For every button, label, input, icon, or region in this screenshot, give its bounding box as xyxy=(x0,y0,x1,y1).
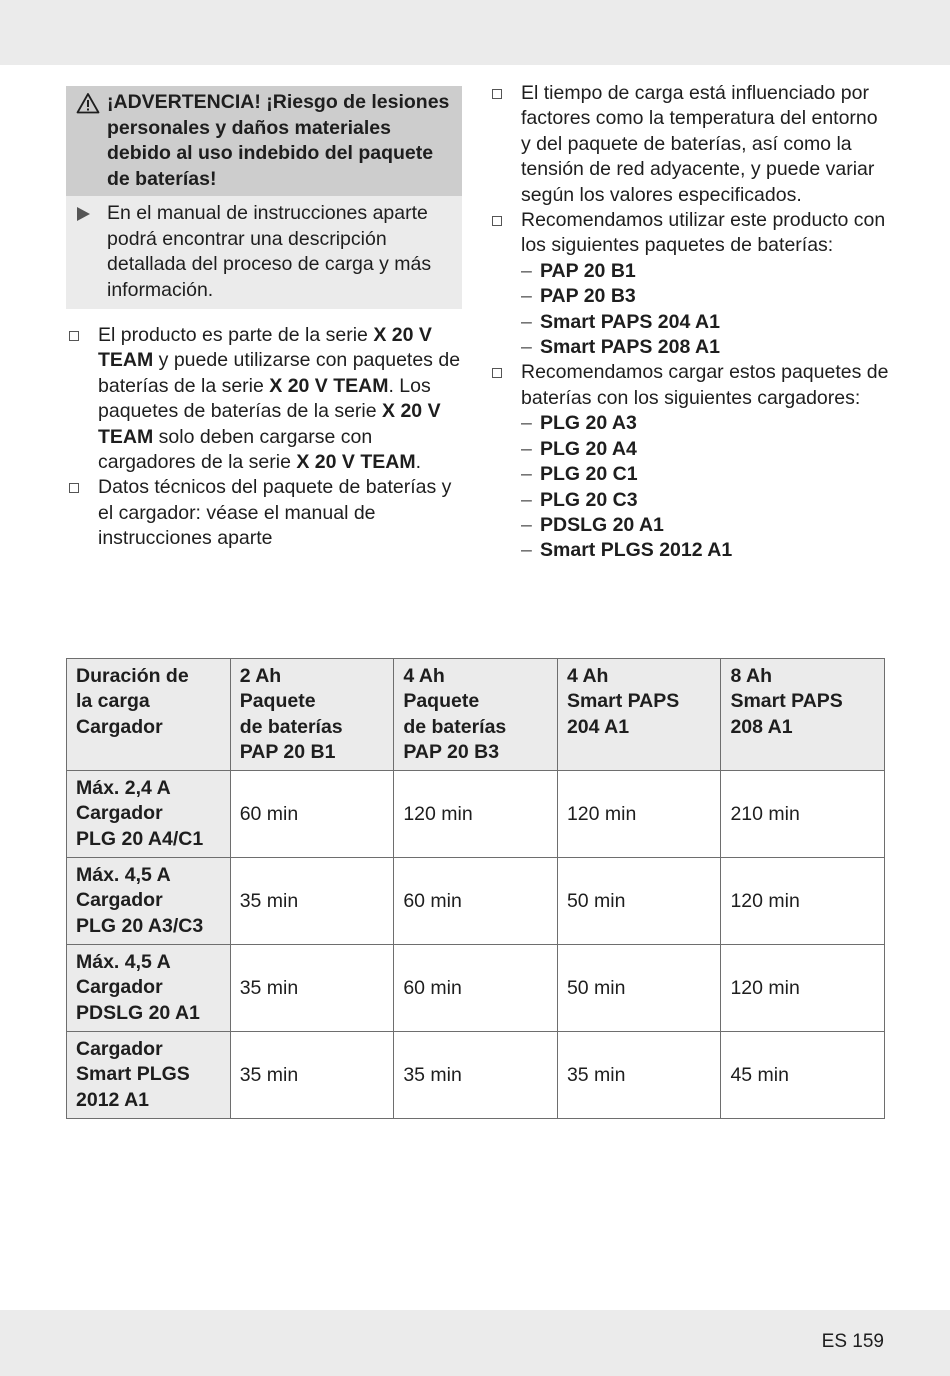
header-line: PAP 20 B1 xyxy=(239,741,336,764)
charger-name: PLG 20 A3 xyxy=(540,412,637,435)
header-line: 8 Ah xyxy=(730,665,772,687)
table-cell: 60 min xyxy=(230,771,394,858)
warning-header xyxy=(66,86,462,196)
table-cell: 50 min xyxy=(557,945,721,1032)
dash: – xyxy=(521,412,532,435)
battery-item xyxy=(489,310,889,335)
list-item xyxy=(489,360,889,411)
dash: – xyxy=(521,259,532,282)
row-label-cell xyxy=(67,858,231,945)
series-name: X 20 V TEAM xyxy=(296,451,416,474)
battery-name: Smart PAPS 208 A1 xyxy=(540,336,720,359)
label-line: Máx. 4,5 A xyxy=(76,864,171,886)
label-line: Cargador xyxy=(76,802,163,825)
label-line: Cargador xyxy=(76,1038,163,1060)
table-cell: 120 min xyxy=(721,858,885,945)
table-cell: 50 min xyxy=(557,858,721,945)
header-line: Paquete xyxy=(403,690,480,713)
battery-name: Smart PAPS 204 A1 xyxy=(540,310,720,333)
label-line: 2012 A1 xyxy=(76,1088,150,1111)
row-label-cell xyxy=(67,945,231,1032)
text: solo deben cargarse con cargadores de la serie xyxy=(98,425,373,474)
table-cell: 120 min xyxy=(394,771,558,858)
header-line: Paquete xyxy=(239,690,316,713)
series-name: X 20 V TEAM xyxy=(269,374,389,397)
right-column xyxy=(489,81,889,564)
header-line: Smart PAPS xyxy=(566,690,680,713)
series-name: X 20 V TEAM xyxy=(98,400,441,448)
list-item xyxy=(489,208,889,259)
header-cell xyxy=(230,659,394,771)
text: El producto es parte de la serie xyxy=(98,324,374,346)
table-cell: 210 min xyxy=(721,771,885,858)
dash: – xyxy=(521,310,532,333)
label-line: PLG 20 A4/C1 xyxy=(76,827,204,850)
charging-time-table xyxy=(66,658,885,1119)
header-line: la carga xyxy=(76,690,150,713)
header-line: 4 Ah xyxy=(566,665,609,687)
header-line: 2 Ah xyxy=(239,665,282,687)
charger-name: PLG 20 C1 xyxy=(540,463,638,486)
label-line: Máx. 2,4 A xyxy=(76,777,171,799)
table-cell: 35 min xyxy=(557,1032,721,1119)
dash: – xyxy=(521,437,532,460)
text: . Los paquetes de baterías de la serie xyxy=(98,374,431,423)
table-cell: 35 min xyxy=(230,858,394,945)
dash: – xyxy=(521,488,532,511)
checkbox-bullet-icon xyxy=(492,368,502,378)
warning-text: En el manual de instrucciones aparte podrá encontrar una descripción detallada del proceso de carga y más información. xyxy=(107,202,432,301)
left-column xyxy=(66,323,466,552)
text: y puede utilizarse con paquetes de baterías de la serie xyxy=(98,349,461,397)
label-line: Smart PLGS xyxy=(76,1063,190,1086)
table-row xyxy=(67,1032,885,1119)
page-number: ES 159 xyxy=(821,1331,884,1352)
table-header-row xyxy=(67,659,885,771)
header-cell xyxy=(557,659,721,771)
header-cell xyxy=(67,659,231,771)
table-row xyxy=(67,771,885,858)
label-line: PLG 20 A3/C3 xyxy=(76,914,204,937)
list-item xyxy=(66,323,466,475)
header-line: Smart PAPS xyxy=(730,690,843,713)
table-cell: 120 min xyxy=(721,945,885,1032)
table-row xyxy=(67,945,885,1032)
series-name: X 20 V TEAM xyxy=(98,324,432,372)
text: Recomendamos utilizar este producto con los siguientes paquetes de baterías: xyxy=(521,209,886,257)
table-cell: 120 min xyxy=(557,771,721,858)
header-line: Cargador xyxy=(76,715,163,738)
battery-item xyxy=(489,259,889,284)
list-item xyxy=(489,81,889,208)
row-label-cell xyxy=(67,1032,231,1119)
label-line: Máx. 4,5 A xyxy=(76,951,171,973)
label-line: PDSLG 20 A1 xyxy=(76,1001,200,1024)
header-line: Duración de xyxy=(76,665,189,687)
footer-band xyxy=(0,1310,950,1376)
warning-body xyxy=(66,196,462,309)
table-cell: 35 min xyxy=(394,1032,558,1119)
charger-name: PLG 20 C3 xyxy=(540,488,638,511)
battery-name: PAP 20 B1 xyxy=(540,259,636,282)
dash: – xyxy=(521,285,532,308)
charger-name: PDSLG 20 A1 xyxy=(540,513,664,536)
header-line: 4 Ah xyxy=(403,665,445,687)
warning-icon xyxy=(76,92,100,114)
charger-item xyxy=(489,411,889,436)
header-line: de baterías xyxy=(403,715,507,738)
table-cell: 35 min xyxy=(230,1032,394,1119)
charger-item xyxy=(489,488,889,513)
text: . xyxy=(415,451,421,474)
header-band xyxy=(0,0,950,65)
dash: – xyxy=(521,463,532,486)
charger-item xyxy=(489,462,889,487)
text: Recomendamos cargar estos paquetes de baterías con los siguientes cargadores: xyxy=(521,361,889,409)
dash: – xyxy=(521,539,532,562)
checkbox-bullet-icon xyxy=(69,331,79,341)
dash: – xyxy=(521,513,532,536)
table-cell: 60 min xyxy=(394,945,558,1032)
header-line: de baterías xyxy=(239,715,343,738)
table-cell: 35 min xyxy=(230,945,394,1032)
charger-item xyxy=(489,538,889,563)
dash: – xyxy=(521,336,532,359)
header-line: PAP 20 B3 xyxy=(403,741,500,764)
header-line: 208 A1 xyxy=(730,715,793,738)
label-line: Cargador xyxy=(76,889,163,912)
text: El tiempo de carga está influenciado por factores como la temperatura del entorno y del paquete de baterías, así como la tensión de red adyacente, y puede variar según los valores especificados. xyxy=(521,82,878,206)
battery-item xyxy=(489,335,889,360)
label-line: Cargador xyxy=(76,976,163,999)
battery-name: PAP 20 B3 xyxy=(540,285,636,308)
header-cell xyxy=(721,659,885,771)
checkbox-bullet-icon xyxy=(69,483,79,493)
list-item xyxy=(66,475,466,551)
checkbox-bullet-icon xyxy=(492,216,502,226)
checkbox-bullet-icon xyxy=(492,89,502,99)
row-label-cell xyxy=(67,771,231,858)
triangle-bullet-icon xyxy=(77,207,90,221)
battery-item xyxy=(489,284,889,309)
table-cell: 60 min xyxy=(394,858,558,945)
charger-item xyxy=(489,513,889,538)
table-row xyxy=(67,858,885,945)
charger-item xyxy=(489,437,889,462)
charger-name: PLG 20 A4 xyxy=(540,437,637,460)
warning-box xyxy=(66,86,462,309)
header-cell xyxy=(394,659,558,771)
text: Datos técnicos del paquete de baterías y el cargador: véase el manual de instrucciones aparte xyxy=(98,476,452,550)
table-cell: 45 min xyxy=(721,1032,885,1119)
header-line: 204 A1 xyxy=(566,715,630,738)
warning-title: ¡ADVERTENCIA! ¡Riesgo de lesiones personales y daños materiales debido al uso indebido del paquete de baterías! xyxy=(107,91,450,190)
charger-name: Smart PLGS 2012 A1 xyxy=(540,539,733,562)
